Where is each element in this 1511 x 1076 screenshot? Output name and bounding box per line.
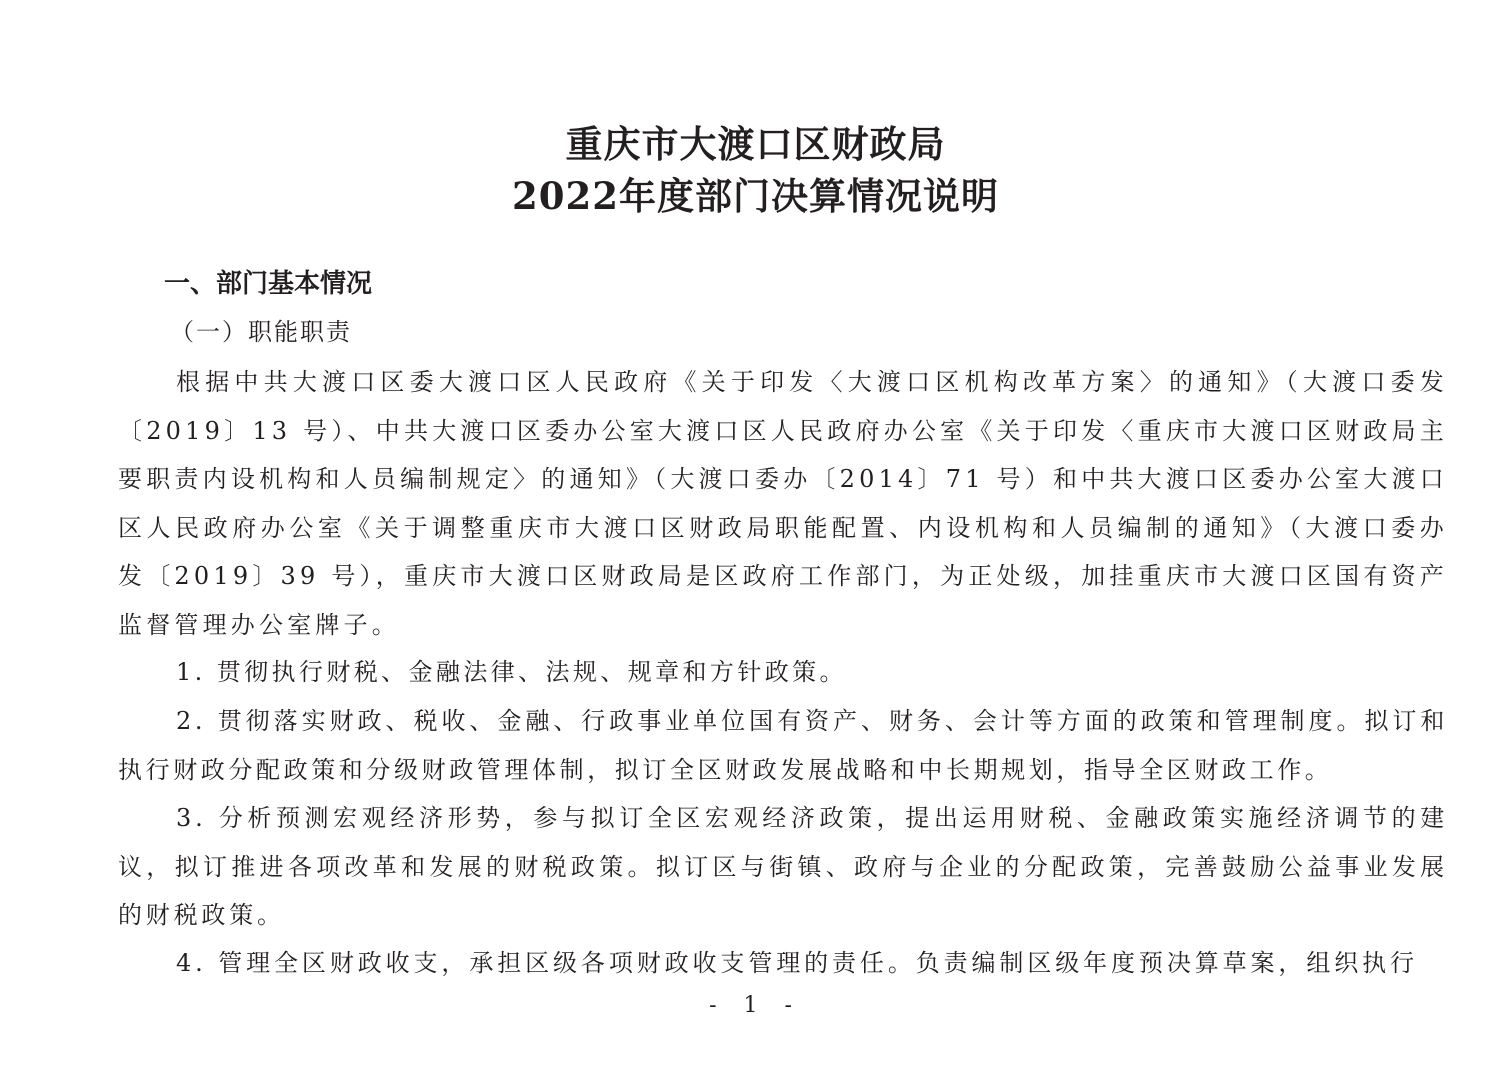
- subsection-heading: （一）职能职责: [170, 318, 352, 346]
- paragraph-item-4: 4. 管理全区财政收支，承担区级各项财政收支管理的责任。负责编制区级年度预决算草案，组织执行: [176, 949, 1418, 977]
- document-title-line-1: 重庆市大渡口区财政局: [565, 122, 946, 166]
- paragraph-intro: 根据中共大渡口区委大渡口区人民政府《关于印发〈大渡口区机构改革方案〉的通知》（大渡口委发〔2019〕13 号）、中共大渡口区委办公室大渡口区人民政府办公室《关于印发〈重庆市大渡口区财政局主要职责内设机构和人员编制规定〉的通知》（大渡口委办〔2014〕71 号）和中共大渡口区委办公室大渡口区人民政府办公室《关于调整重庆市大渡口区财政局职能配置、内设机构和人员编制的通知》（大渡口委办发〔2019〕39 号），重庆市大渡口区财政局是区政府工作部门，为正处级，加挂重庆市大渡口区国有资产监督管理办公室牌子。: [118, 368, 1448, 639]
- document-title-line-2: 2022年度部门决算情况说明: [512, 174, 999, 218]
- paragraph-item-2: 2. 贯彻落实财政、税收、金融、行政事业单位国有资产、财务、会计等方面的政策和管理制度。拟订和执行财政分配政策和分级财政管理体制，拟订全区财政发展战略和中长期规划，指导全区财政工作。: [118, 707, 1448, 784]
- paragraph-item-1: 1. 贯彻执行财税、金融法律、法规、规章和方针政策。: [176, 658, 847, 686]
- section-heading: 一、部门基本情况: [164, 269, 373, 299]
- page-number: - 1 -: [709, 993, 802, 1018]
- paragraph-item-3: 3. 分析预测宏观经济形势，参与拟订全区宏观经济政策，提出运用财税、金融政策实施经济调节的建议，拟订推进各项改革和发展的财税政策。拟订区与街镇、政府与企业的分配政策，完善鼓励公益事业发展的财税政策。: [118, 804, 1448, 929]
